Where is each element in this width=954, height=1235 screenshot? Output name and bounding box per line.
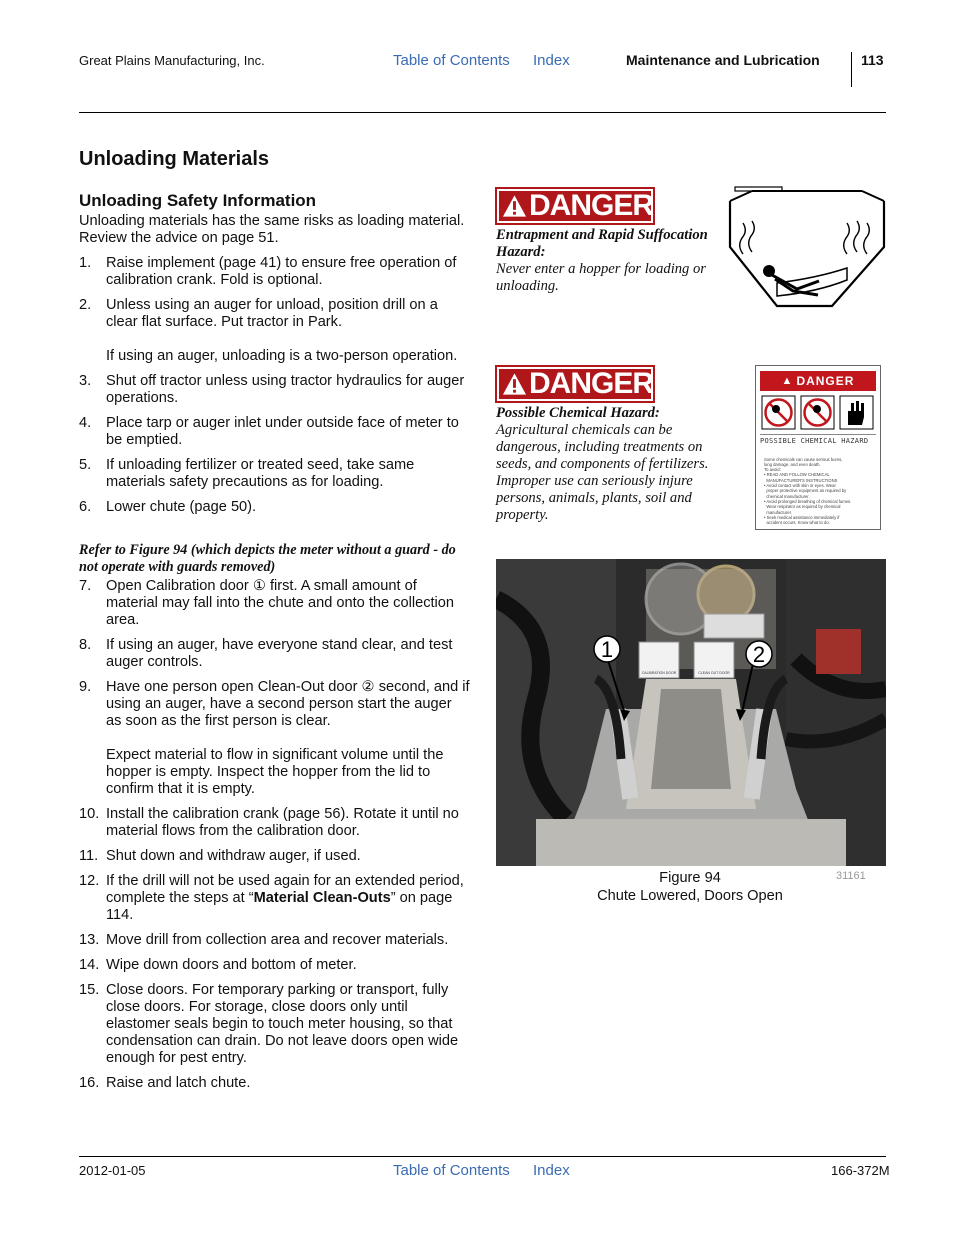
figure-reference-note: Refer to Figure 94 (which depicts the meter without a guard - do not operate with guards removed): [79, 542, 456, 575]
figure-photo: [496, 559, 886, 866]
hopper-entrapment-illustration: [727, 183, 889, 313]
callout-2-label: 2: [752, 642, 766, 667]
warning-triangle-icon: [502, 193, 527, 219]
page-title: Unloading Materials: [79, 148, 270, 170]
company-name: Great Plains Manufacturing, Inc.: [79, 53, 265, 68]
danger-badge: [495, 187, 655, 225]
danger-word: DANGER: [528, 189, 653, 222]
list-item: 6. Lower chute (page 50).: [79, 499, 257, 515]
list-item: 7. Open Calibration door ① first. A small amount of material may fall into the chute and onto the collection area.: [79, 578, 455, 628]
decal-title: POSSIBLE CHEMICAL HAZARD: [760, 434, 876, 445]
list-item: 2. Unless using an auger for unload, position drill on a clear flat surface. Put tractor in Park. If using an auger, unloading is a two-person operation.: [79, 297, 458, 364]
list-item: 16. Raise and latch chute.: [79, 1075, 251, 1091]
list-item: 14. Wipe down doors and bottom of meter.: [79, 957, 357, 973]
list-item: 15. Close doors. For temporary parking or transport, fully close doors. For storage, close doors only until elastomer seals begin to touch meter housing, so that condensation can drain. Do not leave doors open wide enough for pest entry.: [79, 982, 459, 1066]
section-title: Maintenance and Lubrication: [626, 52, 820, 68]
glove-icon: [840, 396, 873, 429]
danger-chemical-text: Possible Chemical Hazard: Agricultural chemicals can be dangerous, including treatments on seeds, and components of fertilizers. Improper use can seriously injure persons, animals, plants, soil and property.: [496, 405, 709, 523]
steps-list-1: [79, 255, 471, 524]
list-item: 1. Raise implement (page 41) to ensure free operation of calibration crank. Fold is optional.: [79, 255, 457, 288]
list-item: 11. Shut down and withdraw auger, if used.: [79, 848, 361, 864]
footer-document-number: 166-372M: [831, 1163, 890, 1178]
chemical-hazard-decal: [755, 365, 881, 530]
list-item: 3. Shut off tractor unless using tractor hydraulics for auger operations.: [79, 373, 465, 406]
calibration-door-label: CALIBRATION DOOR: [641, 671, 677, 675]
no-inhale-icon: [762, 396, 795, 429]
danger-badge: [495, 365, 655, 403]
steps-list-2: [79, 578, 471, 1100]
decal-body: Some chemicals can cause serious burns, lung damage, and even death. To avoid: • READ AND FOLLOW CHEMICAL MANUFACTURER'S INSTRUCTIONS • Avoid contact with skin or eyes. Wear proper protective equipment as required by chemical manufacturer. • Avoid prolonged breathing of chemical fumes. Wear respirator as required by chemical manufacturer. • Seek medical assistance immediately if accident occurs. Know what to do.: [764, 456, 852, 526]
figure-caption: [560, 869, 820, 905]
header-divider: [851, 52, 852, 87]
figure-caption-text: Chute Lowered, Doors Open: [597, 888, 783, 904]
meter-chute-illustration: [496, 559, 886, 866]
list-item: 12. If the drill will not be used again for an extended period, complete the steps at “Material Clean-Outs” on page 114.: [79, 873, 464, 923]
list-item: 8. If using an auger, have everyone stand clear, and test auger controls.: [79, 637, 453, 670]
section-subtitle: Unloading Safety Information: [79, 191, 317, 210]
footer-table-of-contents-link[interactable]: Table of Contents: [393, 1162, 510, 1179]
decal-header: ▲ DANGER: [760, 371, 876, 391]
list-item: 13. Move drill from collection area and recover materials.: [79, 932, 449, 948]
footer-index-link[interactable]: Index: [533, 1162, 570, 1179]
clean-out-door-label: CLEAN OUT DOOR: [698, 671, 730, 675]
header-rule: [79, 112, 886, 113]
table-of-contents-link[interactable]: Table of Contents: [393, 52, 510, 69]
intro-paragraph: Unloading materials has the same risks as loading material. Review the advice on page 51.: [79, 213, 465, 246]
list-item: 5. If unloading fertilizer or treated seed, take same materials safety precautions as for loading.: [79, 457, 415, 490]
danger-entrapment-text: Entrapment and Rapid Suffocation Hazard: Never enter a hopper for loading or unloading.: [496, 227, 708, 294]
page-number: 113: [861, 52, 884, 68]
footer-date: 2012-01-05: [79, 1163, 146, 1178]
danger-word: DANGER: [528, 367, 653, 400]
footer-rule: [79, 1156, 886, 1157]
figure-id: 31161: [836, 870, 866, 882]
list-item: 9. Have one person open Clean-Out door ② second, and if using an auger, have a second person start the auger as soon as the first person is clear. Expect material to flow in significant volume until the hopper is empty. Inspect the hopper from the lid to confirm that it is empty.: [79, 679, 470, 797]
figure-number: Figure 94: [659, 870, 721, 886]
list-item: 4. Place tarp or auger inlet under outside face of meter to be emptied.: [79, 415, 459, 448]
index-link[interactable]: Index: [533, 52, 570, 69]
no-contact-icon: [801, 396, 834, 429]
list-item: 10. Install the calibration crank (page 56). Rotate it until no material flows from the calibration door.: [79, 806, 459, 839]
callout-1-label: 1: [600, 637, 614, 662]
decal-pictograms: [760, 395, 876, 431]
warning-triangle-icon: [502, 371, 527, 397]
